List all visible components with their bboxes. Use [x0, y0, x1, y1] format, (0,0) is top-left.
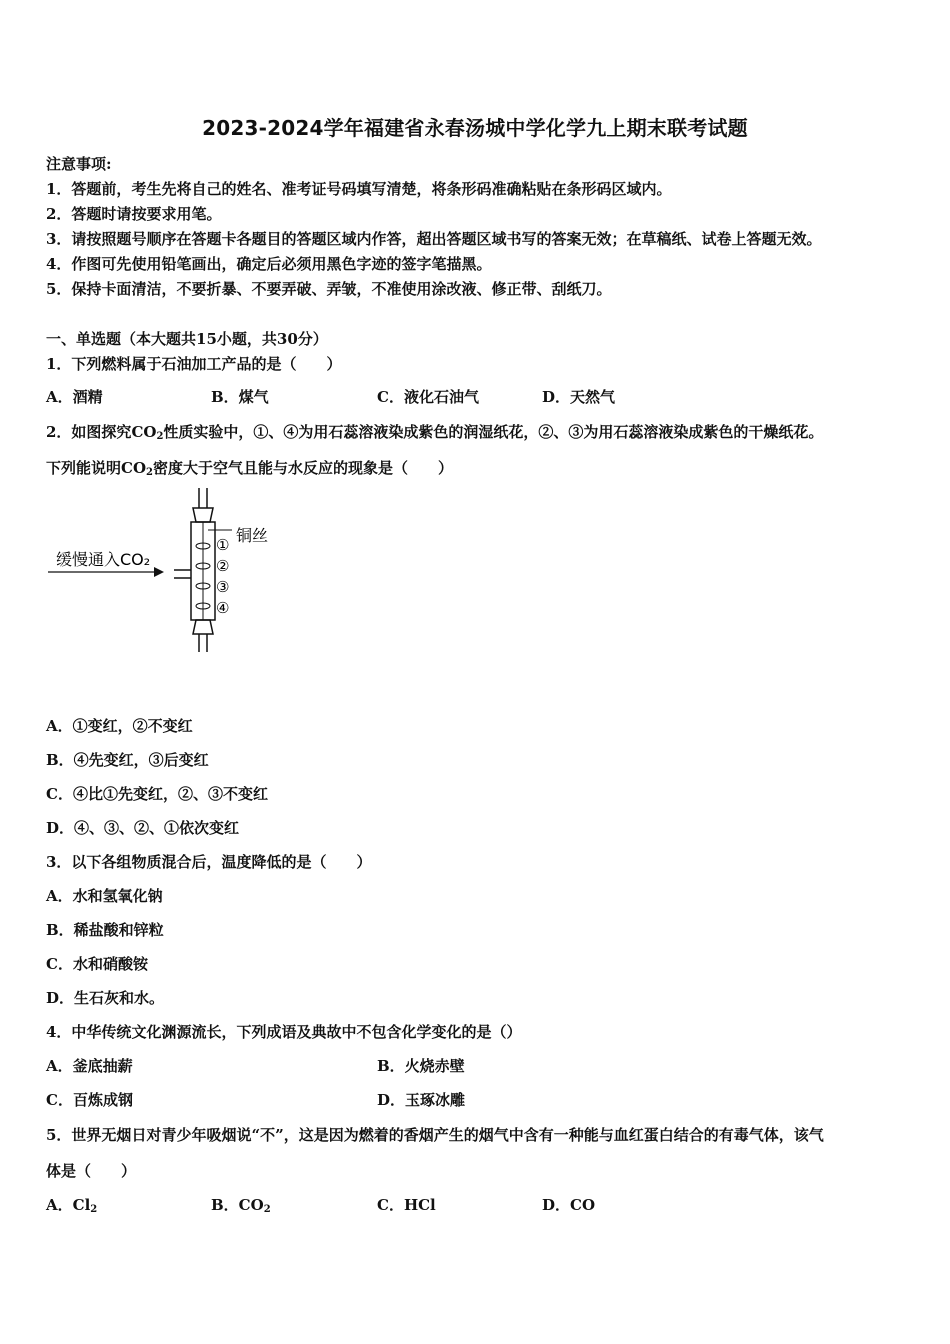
- stem-text: 下列能说明CO: [46, 459, 147, 477]
- question-3-option-b: B．稀盐酸和锌粒: [46, 921, 164, 939]
- notes-heading: 注意事项:: [46, 155, 112, 173]
- question-2-option-b: B．④先变红，③后变红: [46, 751, 209, 769]
- section-heading: 一、单选题（本大题共15小题，共30分）: [46, 330, 328, 348]
- option-label: D．CO: [542, 1196, 596, 1214]
- subscript: 2: [263, 1204, 271, 1215]
- question-4-option-a: A．釜底抽薪: [46, 1057, 133, 1075]
- gas-inlet-label: 缓慢通入CO₂: [56, 550, 151, 569]
- option-label: C．HCl: [377, 1196, 436, 1214]
- question-2-option-a: A．①变红，②不变红: [46, 717, 193, 735]
- question-3-option-a: A．水和氢氧化钠: [46, 887, 163, 905]
- question-4-option-b: B．火烧赤壁: [377, 1057, 465, 1075]
- note-item: 5．保持卡面清洁，不要折暴、不要弄破、弄皱，不准使用涂改液、修正带、刮纸刀。: [46, 280, 612, 298]
- question-5-option-d: [542, 1194, 595, 1215]
- co2-experiment-diagram: [44, 486, 294, 656]
- question-3-stem: 3．以下各组物质混合后，温度降低的是（ ）: [46, 853, 372, 871]
- question-1-option-d: D．天然气: [542, 388, 616, 406]
- question-3-option-c: C．水和硝酸铵: [46, 955, 148, 973]
- question-5-option-a: [46, 1194, 97, 1215]
- option-label: A．Cl: [46, 1196, 91, 1214]
- question-4-option-c: C．百炼成钢: [46, 1091, 133, 1109]
- question-5-stem: 5．世界无烟日对青少年吸烟说“不”，这是因为燃着的香烟产生的烟气中含有一种能与血红蛋白结合的有毒气体，该气: [46, 1126, 824, 1144]
- note-item: 2．答题时请按要求用笔。: [46, 205, 222, 223]
- question-1-option-b: B．煤气: [211, 388, 269, 406]
- question-2-stem: [46, 421, 823, 442]
- stem-text: 性质实验中，①、④为用石蕊溶液染成紫色的润湿纸花，②、③为用石蕊溶液染成紫色的干燥纸花。: [163, 423, 824, 441]
- question-2-option-d: D．④、③、②、①依次变红: [46, 819, 240, 837]
- copper-wire-label: 铜丝: [236, 526, 269, 545]
- question-5-stem-line2: 体是（ ）: [46, 1162, 137, 1180]
- subscript: 2: [146, 467, 153, 478]
- question-2-stem-line2: [46, 457, 453, 478]
- question-5-option-c: [377, 1194, 436, 1215]
- question-3-option-d: D．生石灰和水。: [46, 989, 165, 1007]
- note-item: 4．作图可先使用铅笔画出，确定后必须用黑色字迹的签字笔描黑。: [46, 255, 492, 273]
- question-1-option-a: A．酒精: [46, 388, 103, 406]
- question-2-option-c: C．④比①先变红，②、③不变红: [46, 785, 268, 803]
- stem-text: 2．如图探究CO: [46, 423, 157, 441]
- option-label: B．CO: [211, 1196, 264, 1214]
- flower-marker-4: ④: [216, 599, 230, 617]
- flower-marker-2: ②: [216, 557, 230, 575]
- note-item: 1．答题前，考生先将自己的姓名、准考证号码填写清楚，将条形码准确粘贴在条形码区域内。: [46, 180, 672, 198]
- subscript: 2: [90, 1204, 98, 1215]
- note-item: 3．请按照题号顺序在答题卡各题目的答题区域内作答，超出答题区域书写的答案无效；在草稿纸、试卷上答题无效。: [46, 230, 822, 248]
- question-1-option-c: C．液化石油气: [377, 388, 479, 406]
- question-4-option-d: D．玉琢冰雕: [377, 1091, 466, 1109]
- subscript: 2: [156, 431, 164, 442]
- flower-marker-1: ①: [216, 536, 230, 554]
- question-4-stem: 4．中华传统文化渊源流长，下列成语及典故中不包含化学变化的是（）: [46, 1023, 522, 1041]
- flower-marker-3: ③: [216, 578, 230, 596]
- page-title: 2023-2024学年福建省永春汤城中学化学九上期末联考试题: [202, 116, 748, 140]
- question-1-stem: 1．下列燃料属于石油加工产品的是（ ）: [46, 355, 342, 373]
- question-5-option-b: [211, 1194, 271, 1215]
- stem-text: 密度大于空气且能与水反应的现象是（ ）: [152, 459, 453, 477]
